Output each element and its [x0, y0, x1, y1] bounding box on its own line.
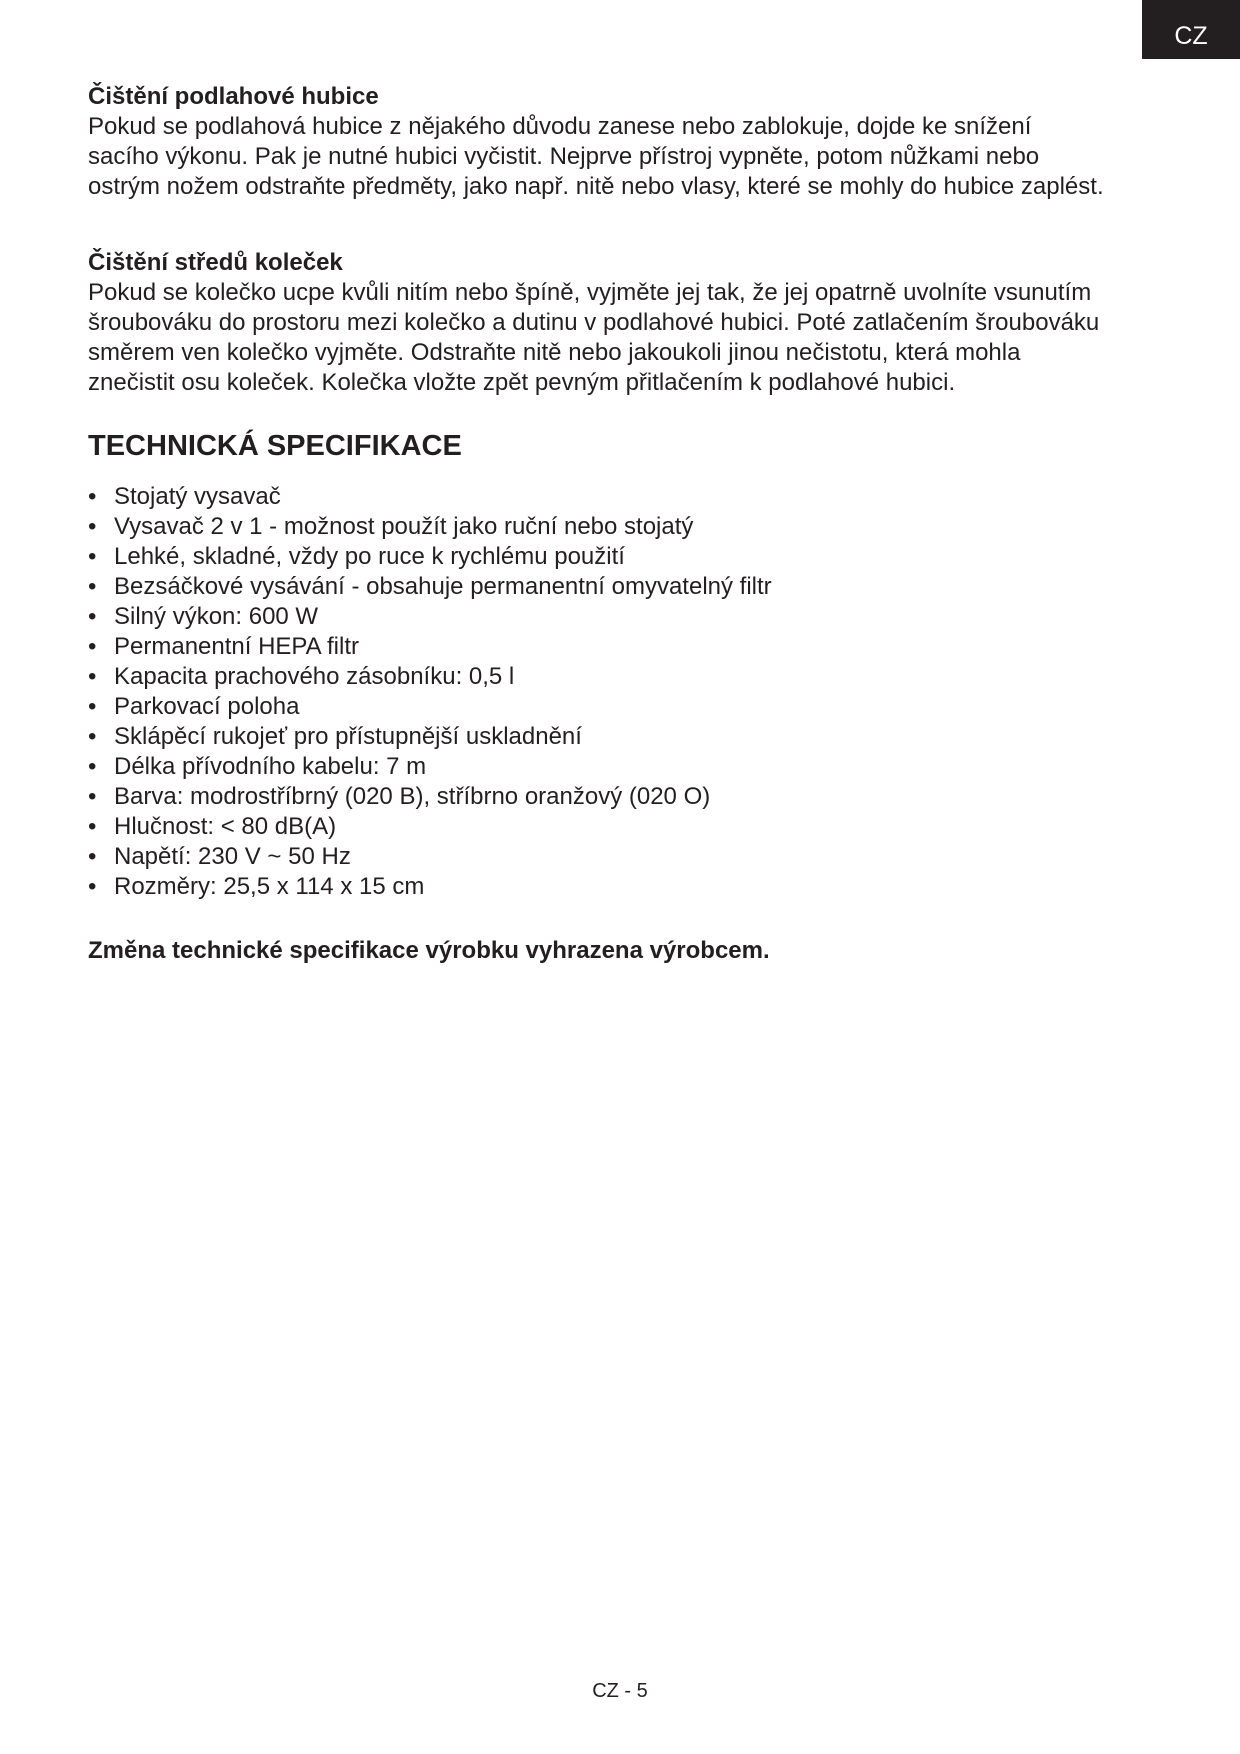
spec-item-text: Rozměry: 25,5 x 114 x 15 cm [114, 873, 425, 900]
page-content [88, 82, 1188, 966]
bullet-icon: • [88, 693, 97, 720]
spec-item-text: Napětí: 230 V ~ 50 Hz [114, 843, 351, 870]
spec-item [88, 872, 1188, 902]
section-heading: Čištění podlahové hubice [88, 83, 379, 110]
bullet-icon: • [88, 873, 97, 900]
spec-item [88, 692, 1188, 722]
spec-item [88, 752, 1188, 782]
paragraph-line: šroubováku do prostoru mezi kolečko a dutinu v podlahové hubici. Poté zatlačením šroubováku [88, 309, 1100, 336]
paragraph-line: sacího výkonu. Pak je nutné hubici vyčistit. Nejprve přístroj vypněte, potom nůžkami nebo [88, 143, 1040, 170]
section-wheel-cleaning [88, 248, 1188, 398]
spec-change-note: Změna technické specifikace výrobku vyhrazena výrobcem. [88, 937, 770, 964]
spec-item [88, 842, 1188, 872]
language-tab: CZ [1142, 0, 1240, 59]
spec-item [88, 542, 1188, 572]
spec-item [88, 482, 1188, 512]
spec-item-text: Kapacita prachového zásobníku: 0,5 l [114, 663, 515, 690]
page-number: CZ - 5 [592, 1680, 648, 1702]
spec-item-text: Délka přívodního kabelu: 7 m [114, 753, 427, 780]
section-paragraph [88, 278, 1188, 398]
bullet-icon: • [88, 843, 97, 870]
spec-item-text: Permanentní HEPA filtr [114, 633, 359, 660]
paragraph-line: Pokud se podlahová hubice z nějakého důvodu zanese nebo zablokuje, dojde ke snížení [88, 113, 1032, 140]
paragraph-line: ostrým nožem odstraňte předměty, jako např. nitě nebo vlasy, které se mohly do hubice zaplést. [88, 173, 1104, 200]
spec-item-text: Parkovací poloha [114, 693, 300, 720]
spec-item-text: Hlučnost: < 80 dB(A) [114, 813, 337, 840]
section-paragraph [88, 112, 1188, 202]
spec-item [88, 782, 1188, 812]
spec-heading: TECHNICKÁ SPECIFIKACE [88, 430, 462, 462]
bullet-icon: • [88, 633, 97, 660]
bullet-icon: • [88, 483, 97, 510]
paragraph-line: znečistit osu koleček. Kolečka vložte zpět pevným přitlačením k podlahové hubici. [88, 369, 956, 396]
section-heading: Čištění středů koleček [88, 249, 343, 276]
paragraph-line: Pokud se kolečko ucpe kvůli nitím nebo špíně, vyjměte jej tak, že jej opatrně uvolníte vsunutím [88, 279, 1092, 306]
spec-item-text: Stojatý vysavač [114, 483, 281, 510]
spec-item [88, 512, 1188, 542]
paragraph-line: směrem ven kolečko vyjměte. Odstraňte nitě nebo jakoukoli jinou nečistotu, která mohla [88, 339, 1021, 366]
bullet-icon: • [88, 573, 97, 600]
bullet-icon: • [88, 813, 97, 840]
bullet-icon: • [88, 543, 97, 570]
spec-item [88, 602, 1188, 632]
spec-item-text: Bezsáčkové vysávání - obsahuje permanentní omyvatelný filtr [114, 573, 772, 600]
spec-item-text: Vysavač 2 v 1 - možnost použít jako ruční nebo stojatý [114, 513, 694, 540]
bullet-icon: • [88, 753, 97, 780]
spec-item [88, 722, 1188, 752]
bullet-icon: • [88, 513, 97, 540]
spec-item-text: Silný výkon: 600 W [114, 603, 319, 630]
spec-item-text: Lehké, skladné, vždy po ruce k rychlému použití [114, 543, 625, 570]
spec-item-text: Barva: modrostříbrný (020 B), stříbrno oranžový (020 O) [114, 783, 711, 810]
spec-item-text: Sklápěcí rukojeť pro přístupnější uskladnění [114, 723, 582, 750]
section-floor-nozzle-cleaning [88, 82, 1188, 202]
bullet-icon: • [88, 663, 97, 690]
spec-list [88, 482, 1188, 902]
bullet-icon: • [88, 783, 97, 810]
spec-item [88, 572, 1188, 602]
bullet-icon: • [88, 603, 97, 630]
spec-item [88, 812, 1188, 842]
spec-item [88, 662, 1188, 692]
spec-item [88, 632, 1188, 662]
bullet-icon: • [88, 723, 97, 750]
